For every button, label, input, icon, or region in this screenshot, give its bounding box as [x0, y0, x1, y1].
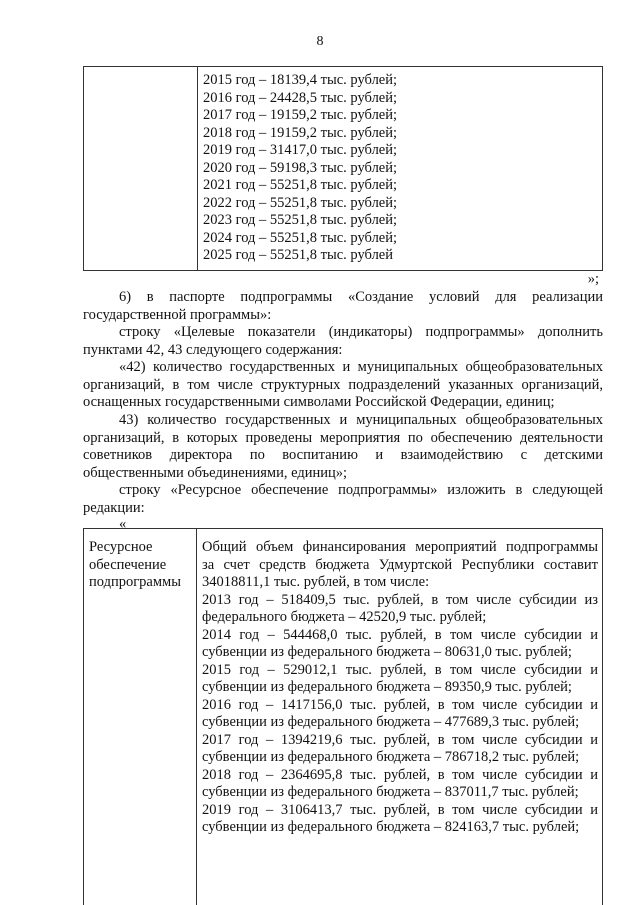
text-line: 2016 год – 1417156,0 тыс. рублей, в том числе субсидии и: [202, 696, 598, 713]
text-line: советников директора по воспитанию и взаимодействию с детскими: [83, 447, 603, 463]
text-line: организаций, в том числе структурных подразделений указанных организаций,: [83, 376, 603, 393]
text-line: 43) количество государственных и муниципальных общеобразовательных: [119, 412, 603, 428]
year-line: 2022 год – 55251,8 тыс. рублей;: [203, 194, 398, 211]
text-line: редакции:: [83, 499, 145, 516]
text-line: 2014 год – 544468,0 тыс. рублей, в том числе субсидии и: [202, 626, 598, 643]
paragraph-item-43: [83, 412, 603, 482]
open-quote: «: [119, 516, 127, 532]
text-line: «42) количество государственных и муниципальных общеобразовательных: [119, 359, 603, 375]
text-line: строку «Целевые показатели (индикаторы) подпрограммы» дополнить: [119, 324, 603, 340]
text-line: субвенции из федерального бюджета – 477689,3 тыс. рублей;: [202, 714, 580, 730]
year-line: 2017 год – 19159,2 тыс. рублей;: [203, 107, 398, 123]
paragraph-resources: [83, 482, 603, 517]
text-line: 34018811,1 тыс. рублей, в том числе:: [202, 574, 430, 590]
text-line: 2013 год – 518409,5 тыс. рублей, в том числе субсидии из: [202, 591, 598, 608]
text-line: федерального бюджета – 42520,9 тыс. рублей;: [202, 609, 487, 625]
closing-quote: »;: [587, 271, 599, 287]
year-line: 2024 год – 55251,8 тыс. рублей;: [203, 229, 398, 246]
text-line: субвенции из федерального бюджета – 824163,7 тыс. рублей;: [202, 819, 580, 835]
page-number: 8: [316, 34, 324, 49]
year-line: 2025 год – 55251,8 тыс. рублей: [203, 247, 394, 263]
text-line: Общий объем финансирования мероприятий подпрограммы: [202, 539, 598, 555]
paragraph-indicators: [83, 324, 603, 359]
resource-provision-table: [83, 528, 603, 905]
text-line: 6) в паспорте подпрограммы «Создание условий для реализации: [119, 289, 603, 305]
row-label-cell: [84, 529, 197, 905]
text-line: организаций, в которых проведены мероприятия по обеспечению деятельности: [83, 429, 603, 446]
text-line: общественными объединениями, единиц»;: [83, 464, 348, 481]
year-line: 2018 год – 19159,2 тыс. рублей;: [203, 124, 398, 141]
text-line: субвенции из федерального бюджета – 89350,9 тыс. рублей;: [202, 679, 572, 695]
text-line: строку «Ресурсное обеспечение подпрограммы» изложить в следующей: [119, 482, 603, 498]
year-line: 2021 год – 55251,8 тыс. рублей;: [203, 177, 398, 193]
year-line: 2016 год – 24428,5 тыс. рублей;: [203, 89, 398, 106]
label-line: обеспечение: [89, 556, 167, 573]
text-line: 2019 год – 3106413,7 тыс. рублей, в том числе субсидии и: [202, 801, 598, 818]
text-line: субвенции из федерального бюджета – 837011,7 тыс. рублей;: [202, 784, 579, 800]
paragraph-6: [83, 289, 603, 324]
text-line: 2015 год – 529012,1 тыс. рублей, в том числе субсидии и: [202, 661, 598, 678]
year-line: 2015 год – 18139,4 тыс. рублей;: [203, 72, 398, 88]
text-line: субвенции из федерального бюджета – 786718,2 тыс. рублей;: [202, 749, 580, 765]
year-line: 2019 год – 31417,0 тыс. рублей;: [203, 142, 398, 158]
year-line: 2023 год – 55251,8 тыс. рублей;: [203, 212, 398, 228]
text-line: за счет средств бюджета Удмуртской Республики составит: [202, 556, 598, 573]
empty-label-cell: [84, 67, 198, 270]
paragraph-item-42: [83, 359, 603, 412]
yearly-amounts-cell: [198, 67, 602, 270]
text-line: 2018 год – 2364695,8 тыс. рублей, в том числе субсидии и: [202, 766, 598, 783]
financing-table-continued: [83, 66, 603, 271]
financing-details-cell: [197, 529, 602, 905]
label-line: Ресурсное: [89, 539, 153, 555]
label-line: подпрограммы: [89, 574, 181, 590]
text-line: субвенции из федерального бюджета – 80631,0 тыс. рублей;: [202, 644, 572, 660]
text-line: государственной программы»:: [83, 306, 272, 323]
text-line: 2017 год – 1394219,6 тыс. рублей, в том числе субсидии и: [202, 731, 598, 748]
text-line: оснащенных государственными символами Российской Федерации, единиц;: [83, 394, 555, 410]
text-line: пунктами 42, 43 следующего содержания:: [83, 341, 343, 358]
year-line: 2020 год – 59198,3 тыс. рублей;: [203, 159, 398, 176]
